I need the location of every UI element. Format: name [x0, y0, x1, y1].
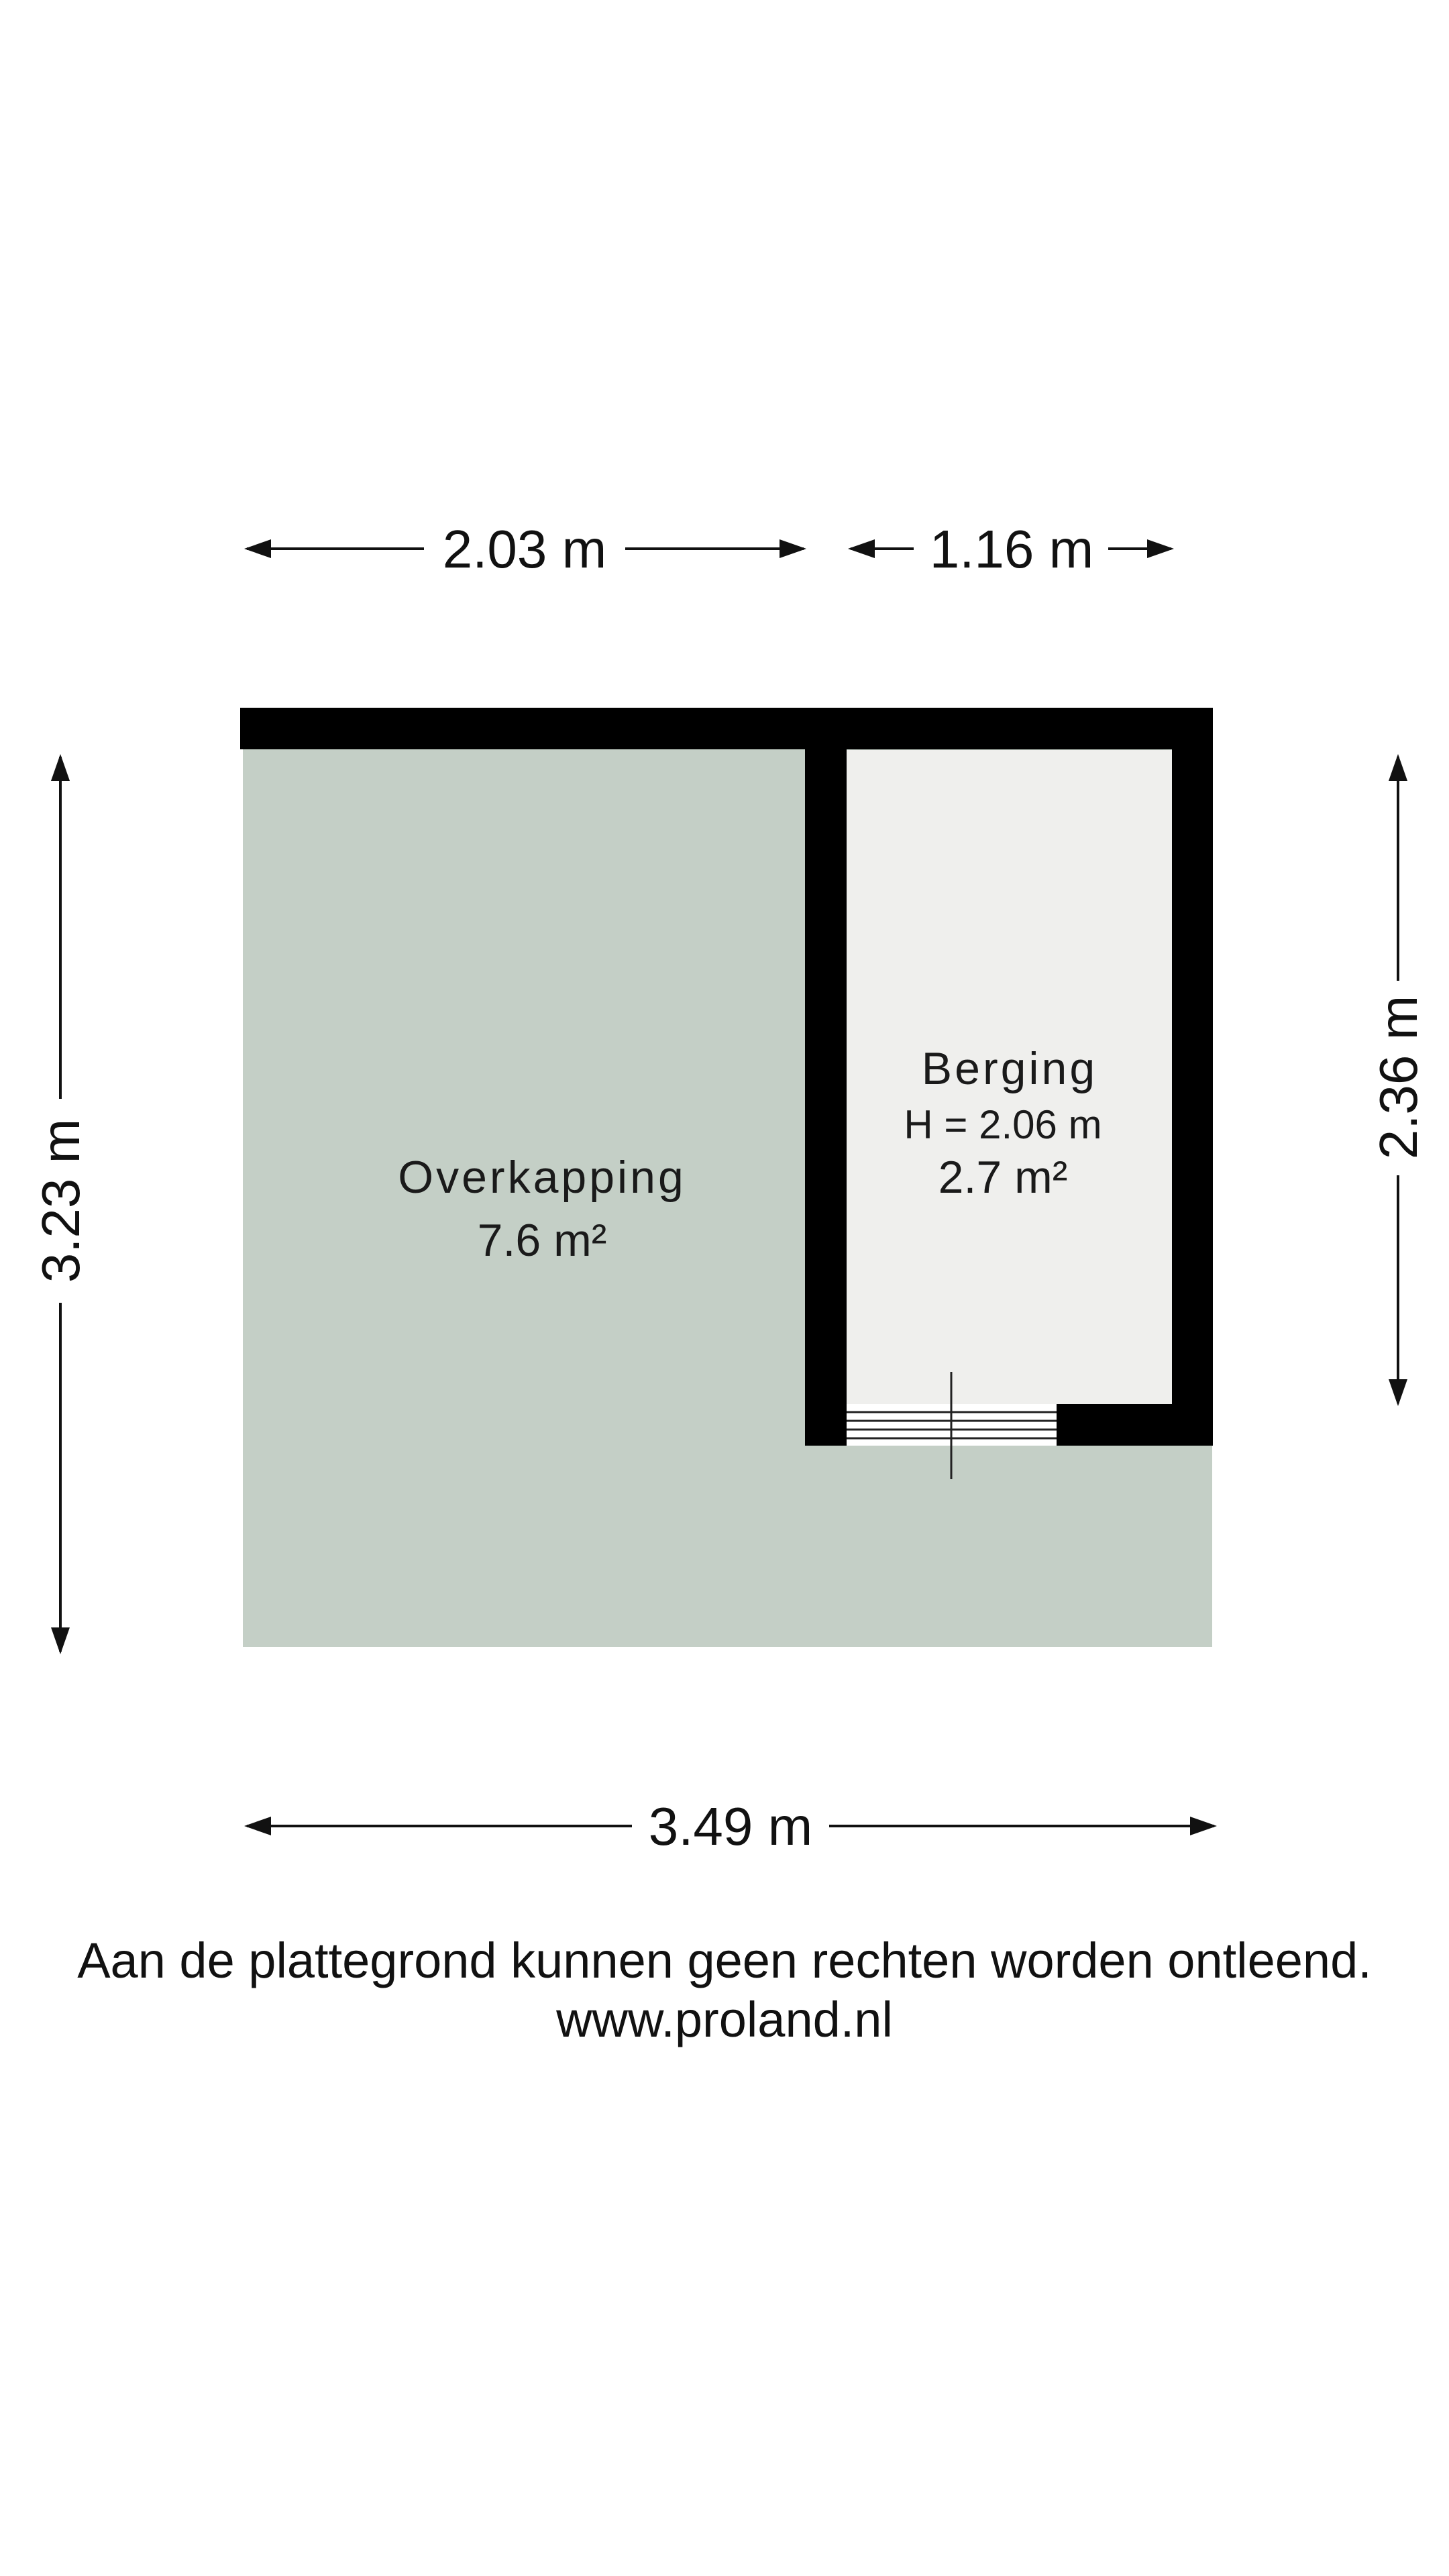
dimension-bottom [247, 1796, 1214, 1856]
berging-height-label: H = 2.06 m [904, 1102, 1102, 1147]
berging-left-wall [805, 708, 847, 1446]
dimension-right-label: 2.36 m [1368, 995, 1428, 1160]
dimension-right [1368, 757, 1428, 1403]
dimension-bottom-label: 3.49 m [648, 1796, 813, 1856]
dimension-left-label: 3.23 m [31, 1118, 91, 1283]
dimension-top-left [247, 519, 804, 579]
dimension-top-left-label: 2.03 m [442, 519, 607, 579]
berging-right-wall [1172, 708, 1213, 1446]
website-link[interactable]: www.proland.nl [556, 1992, 893, 2047]
disclaimer-text: Aan de plattegrond kunnen geen rechten worden ontleend. [77, 1933, 1372, 1988]
berging-area-label: 2.7 m² [938, 1152, 1068, 1203]
overkapping-area-label: 7.6 m² [477, 1215, 607, 1266]
top-wall [240, 708, 1213, 749]
berging-bottom-wall-left [805, 1404, 847, 1446]
dimension-top-right-label: 1.16 m [929, 519, 1094, 579]
dimension-top-right [851, 519, 1171, 579]
berging-bottom-wall-right [1057, 1404, 1213, 1446]
overkapping-label: Overkapping [398, 1152, 686, 1203]
berging-label: Berging [921, 1043, 1098, 1094]
dimension-left [31, 757, 91, 1652]
